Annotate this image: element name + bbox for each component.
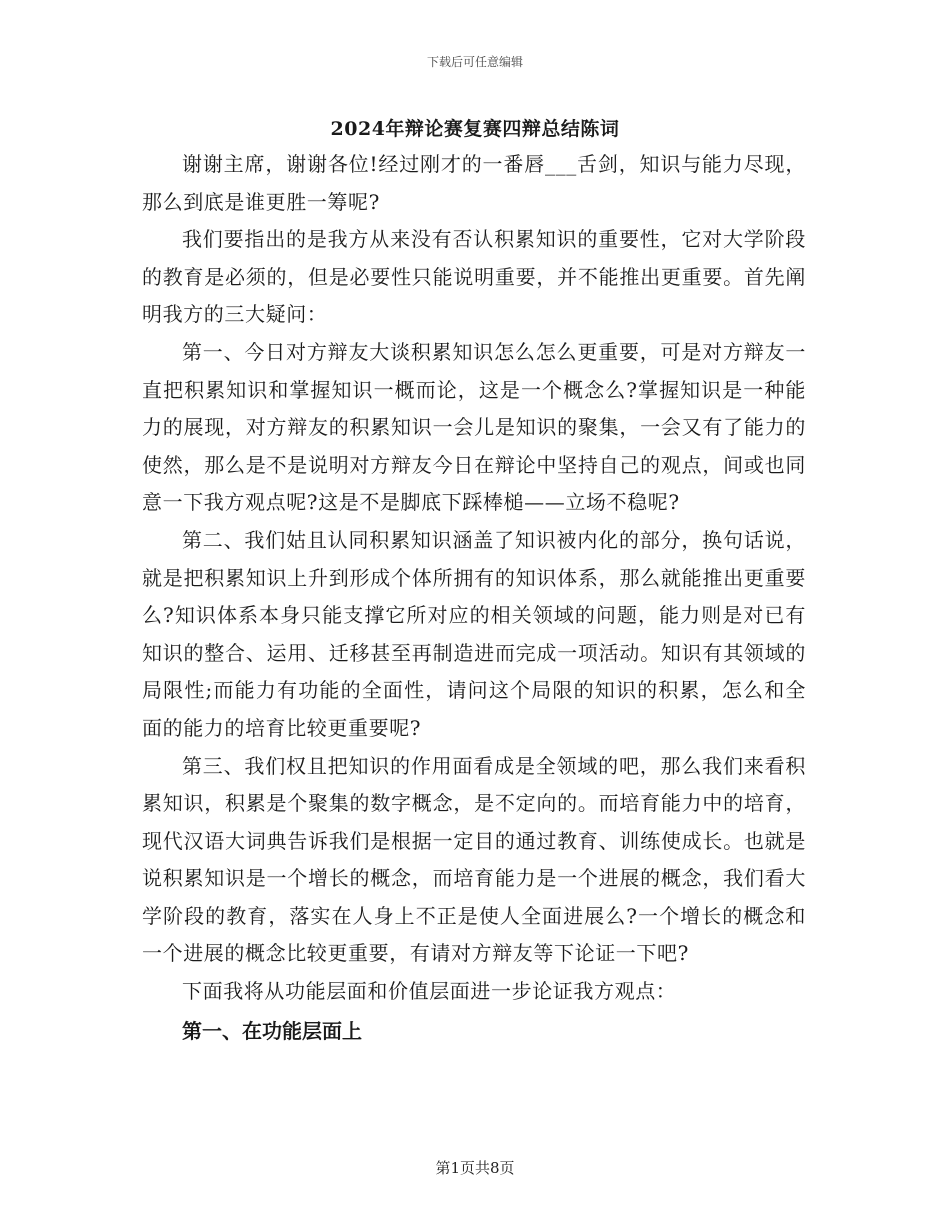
paragraph-opening: 谢谢主席，谢谢各位!经过刚才的一番唇___舌剑，知识与能力尽现，那么到底是谁更胜一筹呢? — [142, 152, 806, 214]
page-footer: 第1页共8页 — [435, 1159, 515, 1177]
header-note: 下载后可任意编辑 — [426, 55, 523, 69]
paragraph-question-1: 第一、今日对方辩友大谈积累知识怎么怎么更重要，可是对方辩友一直把积累知识和掌握知识一概而论，这是一个概念么?掌握知识是一种能力的展现，对方辩友的积累知识一会儿是知识的聚集，一会又有了能力的使然，那么是不是说明对方辩友今日在辩论中坚持自己的观点，间或也同意一下我方观点呢?这是不是脚底下踩棒槌——立场不稳呢? — [142, 339, 806, 515]
document-body — [142, 146, 806, 1050]
paragraph-transition: 下面我将从功能层面和价值层面进一步论证我方观点： — [182, 979, 677, 1004]
paragraph-position: 我们要指出的是我方从来没有否认积累知识的重要性，它对大学阶段的教育是必须的，但是必要性只能说明重要，并不能推出更重要。首先阐明我方的三大疑问： — [142, 227, 806, 327]
paragraph-question-2: 第二、我们姑且认同积累知识涵盖了知识被内化的部分，换句话说，就是把积累知识上升到形成个体所拥有的知识体系，那么就能推出更重要么?知识体系本身只能支撑它所对应的相关领域的问题，能力则是对已有知识的整合、运用、迁移甚至再制造进而完成一项活动。知识有其领域的局限性;而能力有功能的全面性，请问这个局限的知识的积累，怎么和全面的能力的培育比较更重要呢? — [142, 527, 807, 740]
paragraph-question-3: 第三、我们权且把知识的作用面看成是全领域的吧，那么我们来看积累知识，积累是个聚集的数字概念，是不定向的。而培育能力中的培育，现代汉语大词典告诉我们是根据一定目的通过教育、训练使成长。也就是说积累知识是一个增长的概念，而培育能力是一个进展的概念，我们看大学阶段的教育，落实在人身上不正是使人全面进展么?一个增长的概念和一个进展的概念比较更重要，有请对方辩友等下论证一下吧? — [142, 753, 806, 966]
section-subheading: 第一、在功能层面上 — [182, 1018, 362, 1043]
document-title: 2024年辩论赛复赛四辩总结陈词 — [330, 118, 620, 140]
